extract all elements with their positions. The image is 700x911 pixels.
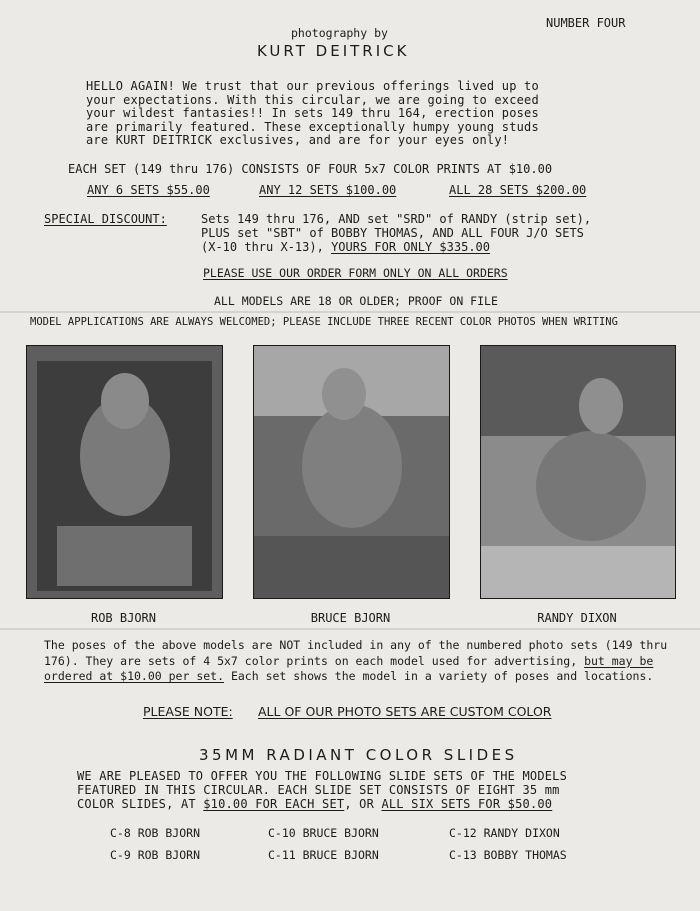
please-note-label: PLEASE NOTE: [143,704,233,719]
slides-price-all: ALL SIX SETS FOR $50.00 [381,797,553,811]
slide-set-item: C-9 ROB BJORN [110,848,201,862]
discount-line: PLUS set "SBT" of BOBBY THOMAS, AND ALL FOUR J/O SETS [201,226,584,240]
each-set-pricing: EACH SET (149 thru 176) CONSISTS OF FOUR 5x7 COLOR PRINTS AT $10.00 [68,162,553,176]
special-discount-text [201,212,591,254]
slides-line: COLOR SLIDES, AT [77,797,196,811]
intro-line: your wildest fantasies!! In sets 149 thru 164, erection poses [86,106,539,120]
poses-line: The poses of the above models are NOT included in any of the numbered photo sets (149 thru [44,638,668,652]
intro-line: are primarily featured. These exceptionally humpy young studs [86,119,539,134]
poses-line: Each set shows the model in a variety of poses and locations. [230,669,654,683]
price-all-28: ALL 28 SETS $200.00 [449,183,587,197]
slide-set-item: C-11 BRUCE BJORN [268,848,379,862]
slides-line: , OR [344,797,375,811]
slides-line: FEATURED IN THIS CIRCULAR. EACH SLIDE SET CONSISTS OF EIGHT 35 mm [77,783,560,797]
photographer-name: KURT DEITRICK [257,42,410,60]
slides-title: 35MM RADIANT COLOR SLIDES [199,746,518,764]
discount-line: (X-10 thru X-13), [201,240,324,254]
model-photo-randy-dixon [480,345,676,599]
price-any-12: ANY 12 SETS $100.00 [259,183,397,197]
slides-line: WE ARE PLEASED TO OFFER YOU THE FOLLOWING SLIDE SETS OF THE MODELS [77,769,568,783]
poses-line-underlined: but may be [584,653,654,668]
poses-note [44,638,667,685]
discount-line: Sets 149 thru 176, AND set "SRD" of RANDY (strip set), [201,212,592,226]
please-note-text: ALL OF OUR PHOTO SETS ARE CUSTOM COLOR [258,704,552,719]
model-photo-bruce-bjorn [253,345,450,599]
slide-set-item: C-12 RANDY DIXON [449,826,560,840]
intro-line: your expectations. With this circular, we are going to exceed [86,92,539,107]
poses-line-underlined: ordered at $10.00 per set. [44,669,225,683]
slides-price-each: $10.00 FOR EACH SET [203,797,345,811]
slide-set-item: C-13 BOBBY THOMAS [449,848,567,862]
paper-fold [0,311,700,313]
applications-notice: MODEL APPLICATIONS ARE ALWAYS WELCOMED; PLEASE INCLUDE THREE RECENT COLOR PHOTOS WHEN WRITING [30,316,618,328]
price-any-6: ANY 6 SETS $55.00 [87,183,210,197]
order-form-notice: PLEASE USE OUR ORDER FORM ONLY ON ALL ORDERS [203,266,508,280]
model-name: RANDY DIXON [537,611,617,625]
model-name: BRUCE BJORN [310,611,391,625]
slide-set-item: C-8 ROB BJORN [110,826,201,840]
photo-placeholder [27,346,222,598]
slide-set-item: C-10 BRUCE BJORN [268,826,379,840]
model-name: ROB BJORN [90,611,157,625]
paper-fold [0,628,700,630]
intro-paragraph [86,80,539,148]
intro-line: are KURT DEITRICK exclusives, and are for your eyes only! [86,133,510,147]
slides-description [77,769,567,811]
issue-number: NUMBER FOUR [546,16,626,30]
byline: photography by [291,26,388,40]
photo-placeholder [254,346,449,598]
models-age-notice: ALL MODELS ARE 18 OR OLDER; PROOF ON FILE [214,294,498,308]
discount-price: YOURS FOR ONLY $335.00 [331,240,491,254]
special-discount-label: SPECIAL DISCOUNT: [44,212,167,226]
model-photo-rob-bjorn [26,345,223,599]
intro-line: HELLO AGAIN! We trust that our previous offerings lived up to [86,79,539,93]
photo-placeholder [481,346,675,598]
poses-line: 176). They are sets of 4 5x7 color prints on each model used for advertising, [44,653,578,668]
